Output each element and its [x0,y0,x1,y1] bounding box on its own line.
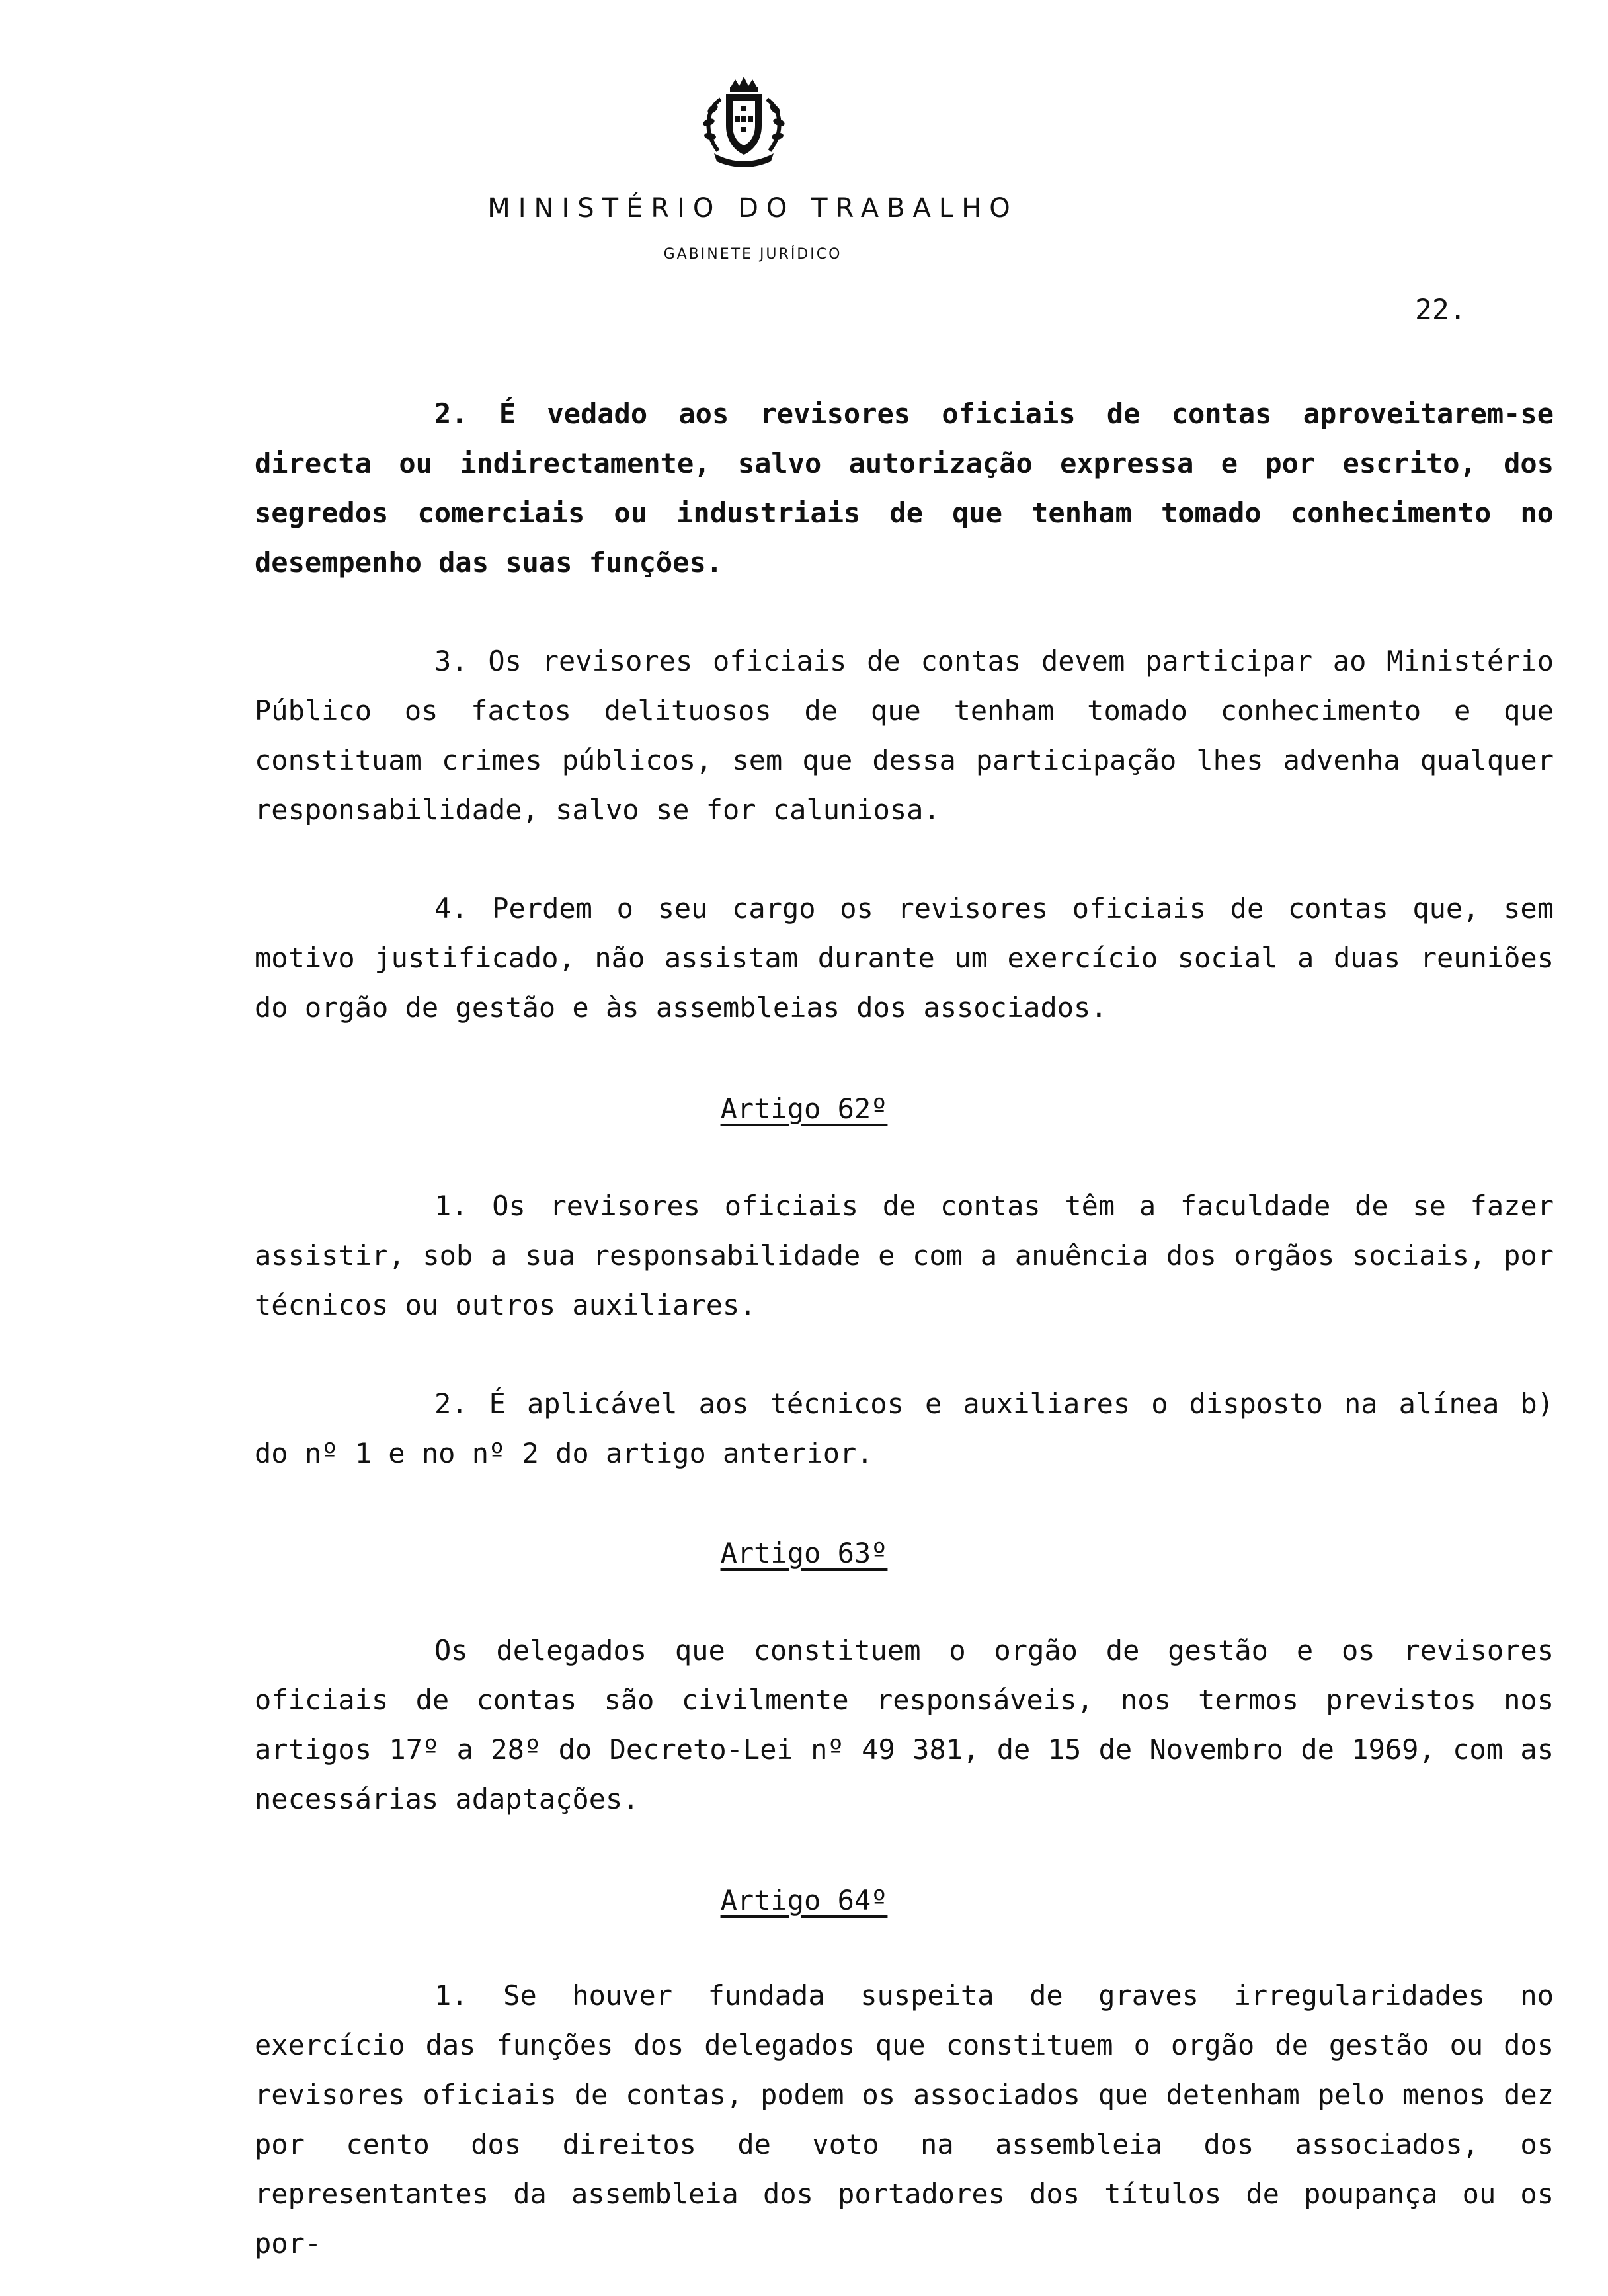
page-number: 22. [1415,294,1467,327]
paragraph-art61-item3: 3. Os revisores oficiais de contas devem participar ao Ministério Público os factos delituosos de que tenham tomado conhecimento e que constituam crimes públicos, sem que dessa participação lhes advenha qualquer responsabilidade, salvo se for caluniosa. [255,645,1554,826]
coat-of-arms-icon [694,73,793,172]
paragraph-art63: Os delegados que constituem o orgão de gestão e os revisores oficiais de contas são civilmente responsáveis, nos termos previstos nos artigos 17º a 28º do Decreto-Lei nº 49 381, de 15 de Novembro de 1969, com as necessárias adaptações. [255,1634,1554,1815]
heading-artigo-63: Artigo 63º [720,1537,888,1569]
heading-artigo-64: Artigo 64º [720,1884,888,1916]
paragraph-art61-item4: 4. Perdem o seu cargo os revisores oficiais de contas que, sem motivo justificado, não assistam durante um exercício social a duas reuniões do orgão de gestão e às assembleias dos associados. [255,892,1554,1024]
paragraph-art64-item1: 1. Se houver fundada suspeita de graves irregularidades no exercício das funções dos delegados que constituem o orgão de gestão ou dos revisores oficiais de contas, podem os associados que detenham pelo menos dez por cento dos direitos de voto na assembleia dos associados, os representantes da assembleia dos portadores dos títulos de poupança ou os por- [255,1979,1554,2260]
paragraph-art61-item2: 2. É vedado aos revisores oficiais de contas aproveitarem-se directa ou indirectamente, salvo autorização expressa e por escrito, dos segredos comerciais ou industriais de que tenham tomado conhecimento no desempenho das suas funções. [255,397,1554,579]
ministry-name: MINISTÉRIO DO TRABALHO [487,193,1018,224]
paragraph-art62-item1: 1. Os revisores oficiais de contas têm a faculdade de se fazer assistir, sob a sua responsabilidade e com a anuência dos orgãos sociais, por técnicos ou outros auxiliares. [255,1190,1554,1321]
paragraph-art62-item2: 2. É aplicável aos técnicos e auxiliares o disposto na alínea b) do nº 1 e no nº 2 do artigo anterior. [255,1387,1554,1469]
heading-artigo-62: Artigo 62º [720,1092,888,1125]
office-name: GABINETE JURÍDICO [663,246,842,263]
